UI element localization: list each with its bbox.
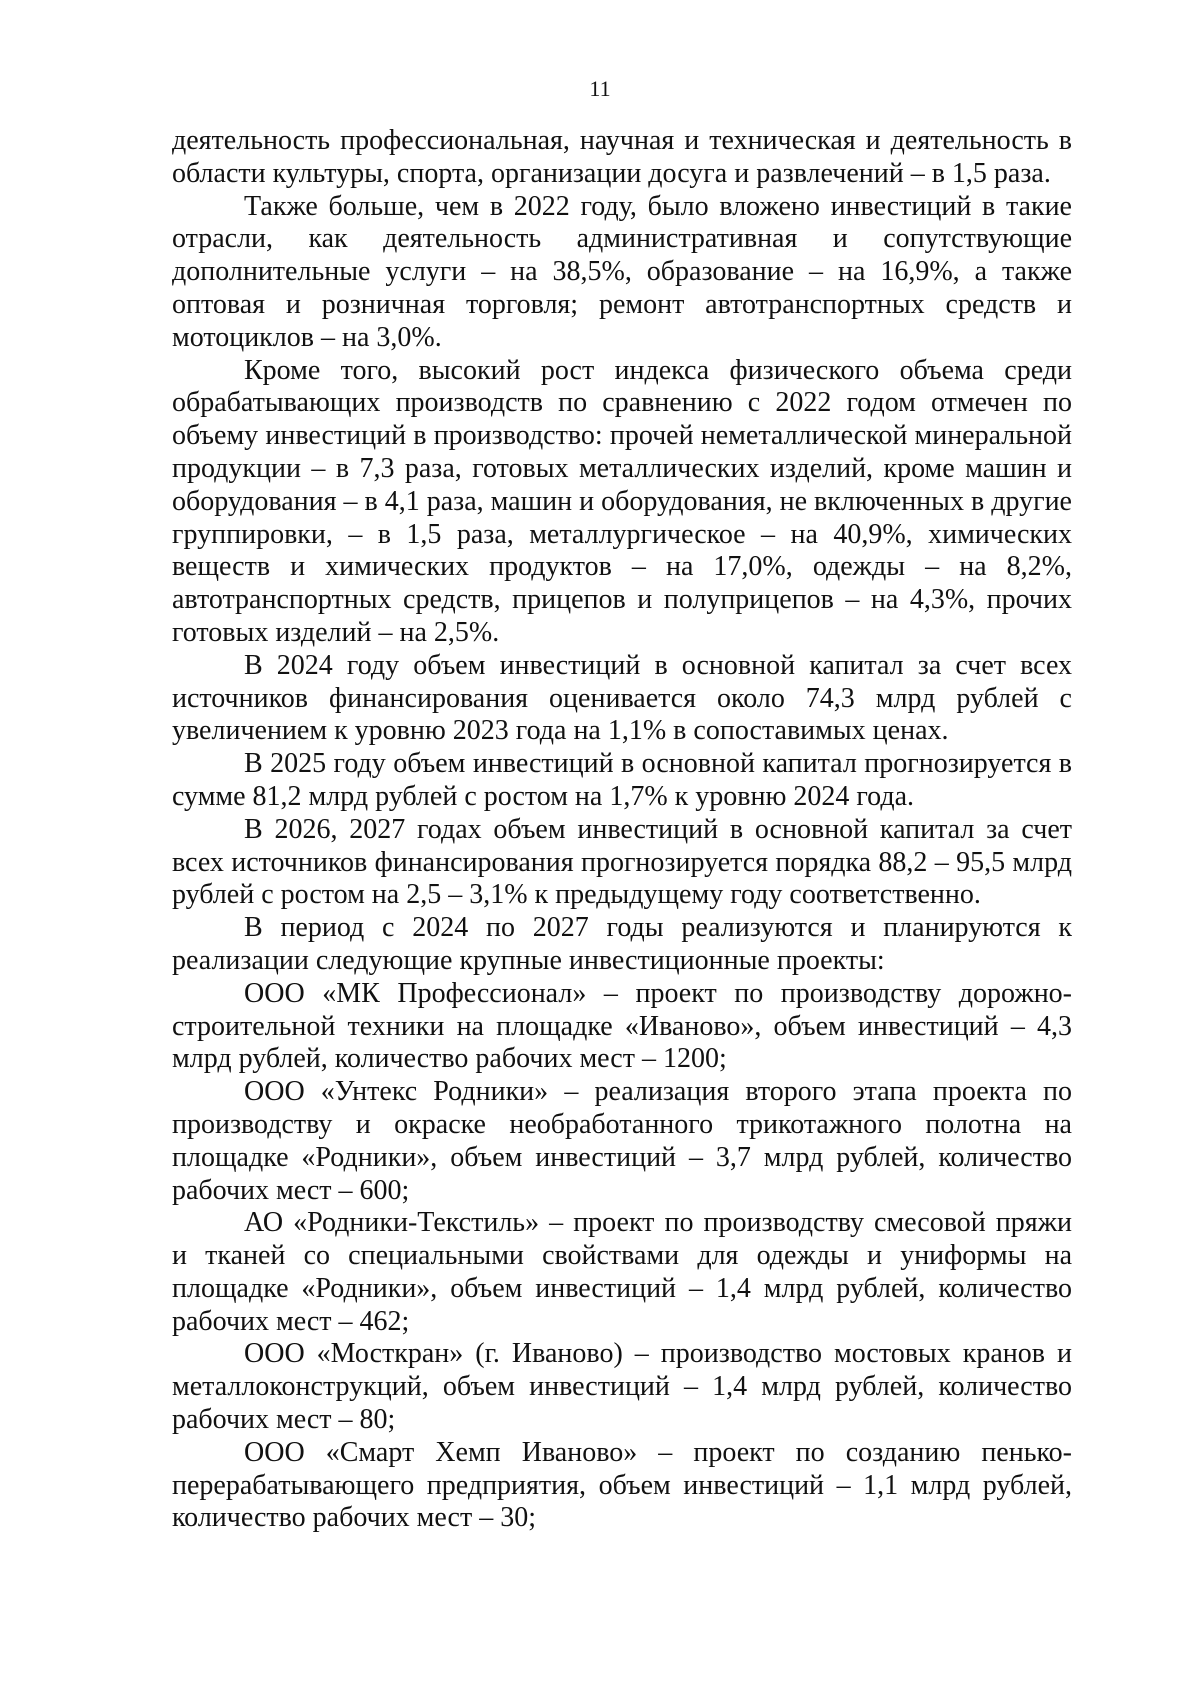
paragraph-project-mostkran: ООО «Мосткран» (г. Иваново) – производство мостовых кранов и металлоконструкций, объем инвестиций – 1,4 млрд рублей, количество рабочих мест – 80; (172, 1338, 1072, 1436)
paragraph-project-smart-hemp: ООО «Смарт Хемп Иваново» – проект по созданию пенько-перерабатывающего предприятия, объем инвестиций – 1,1 млрд рублей, количество рабочих мест – 30; (172, 1436, 1072, 1534)
paragraph-manufacturing-growth: Кроме того, высокий рост индекса физического объема среди обрабатывающих производств по сравнению с 2022 годом отмечен по объему инвестиций в производство: прочей неметаллической минеральной продукции – в 7,3 раза, готовых металлических изделий, кроме машин и оборудования – в 4,1 раза, машин и оборудования, не включенных в другие группировки, – в 1,5 раза, металлургическое – на 40,9%, химических веществ и химических продуктов – на 17,0%, одежды – на 8,2%, автотранспортных средств, прицепов и полуприцепов – на 4,3%, прочих готовых изделий – на 2,5%. (172, 354, 1072, 648)
paragraph-projects-intro: В период с 2024 по 2027 годы реализуются и планируются к реализации следующие крупные инвестиционные проекты: (172, 912, 1072, 976)
paragraph-project-rodniki-textile: АО «Родники-Текстиль» – проект по производству смесовой пряжи и тканей со специальными свойствами для одежды и униформы на площадке «Родники», объем инвестиций – 1,4 млрд рублей, количество рабочих мест – 462; (172, 1207, 1072, 1337)
paragraph-investment-2024: В 2024 году объем инвестиций в основной капитал за счет всех источников финансирования оценивается около 74,3 млрд рублей с увеличением к уровню 2023 года на 1,1% в сопоставимых ценах. (172, 649, 1072, 747)
paragraph-more-investment-2022: Также больше, чем в 2022 году, было вложено инвестиций в такие отрасли, как деятельность административная и сопутствующие дополнительные услуги – на 38,5%, образование – на 16,9%, а также оптовая и розничная торговля; ремонт автотранспортных средств и мотоциклов – на 3,0%. (172, 190, 1072, 353)
paragraph-activities-continued: деятельность профессиональная, научная и техническая и деятельность в области культуры, спорта, организации досуга и развлечений – в 1,5 раза. (172, 125, 1072, 189)
paragraph-investment-2025: В 2025 году объем инвестиций в основной капитал прогнозируется в сумме 81,2 млрд рублей с ростом на 1,7% к уровню 2024 года. (172, 748, 1072, 812)
page-number: 11 (589, 76, 611, 101)
paragraph-project-mk-professional: ООО «МК Профессионал» – проект по производству дорожно-строительной техники на площадке «Иваново», объем инвестиций – 4,3 млрд рублей, количество рабочих мест – 1200; (172, 977, 1072, 1075)
paragraph-project-untex-rodniki: ООО «Унтекс Родники» – реализация второго этапа проекта по производству и окраске необработанного трикотажного полотна на площадке «Родники», объем инвестиций – 3,7 млрд рублей, количество рабочих мест – 600; (172, 1076, 1072, 1206)
document-body (172, 125, 1072, 1535)
paragraph-investment-2026-2027: В 2026, 2027 годах объем инвестиций в основной капитал за счет всех источников финансирования прогнозируется порядка 88,2 – 95,5 млрд рублей с ростом на 2,5 – 3,1% к предыдущему году соответственно. (172, 813, 1072, 911)
